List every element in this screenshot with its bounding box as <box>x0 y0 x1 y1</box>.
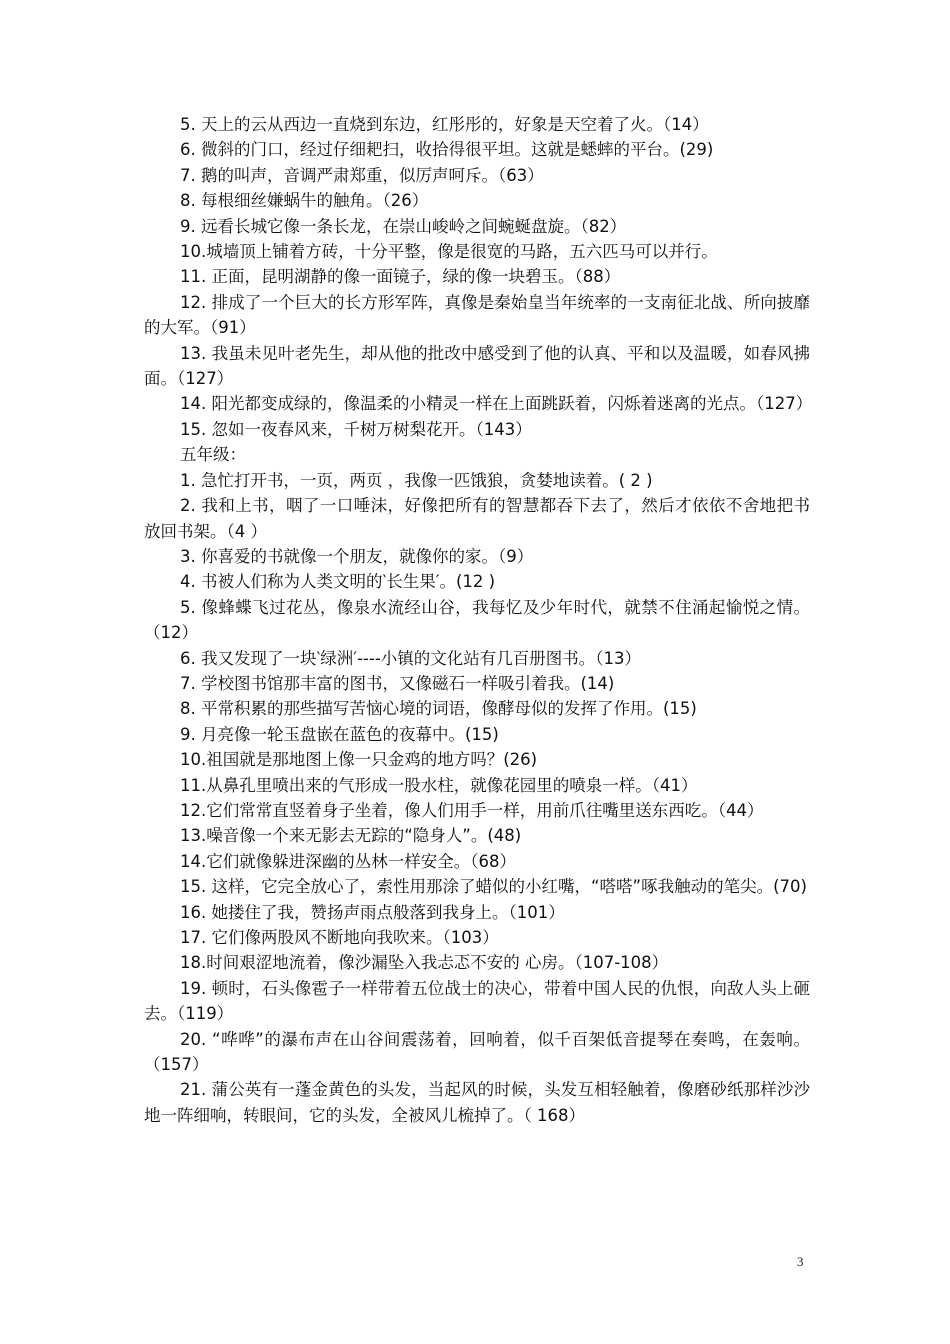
paragraph: 6. 我又发现了一块‵绿洲′----小镇的文化站有几百册图书。（13） <box>180 648 642 668</box>
paragraph: 10.城墙顶上铺着方砖，十分平整，像是很宽的马路，五六匹马可以并行。 <box>180 242 718 262</box>
paragraph: 15. 这样，它完全放心了，索性用那涂了蜡似的小红嘴，“嗒嗒”啄我触动的笔尖。(70) <box>180 877 807 897</box>
paragraph: 12.它们常常直竖着身子坐着，像人们用手一样，用前爪往嘴里送东西吃。（44） <box>180 800 764 820</box>
paragraph: 5. 像蜂蝶飞过花丛，像泉水流经山谷，我每忆及少年时代，就禁不住涌起愉悦之情。（12） <box>144 597 810 643</box>
paragraph: 11.从鼻孔里喷出来的气形成一股水柱，就像花园里的喷泉一样。（41） <box>180 775 698 795</box>
paragraph: 13. 我虽未见叶老先生，却从他的批改中感受到了他的认真、平和以及温暖，如春风拂面。（127） <box>144 343 810 389</box>
paragraph: 11. 正面，昆明湖静的像一面镜子，绿的像一块碧玉。（88） <box>180 267 621 287</box>
paragraph: 13.噪音像一个来无影去无踪的“隐身人”。(48) <box>180 826 522 846</box>
document-body <box>144 112 813 1128</box>
paragraph: 9. 远看长城它像一条长龙，在崇山峻岭之间蜿蜒盘旋。（82） <box>180 216 627 236</box>
paragraph: 五年级： <box>180 445 246 465</box>
page-number: 3 <box>797 1254 804 1269</box>
paragraph: 15. 忽如一夜春风来，千树万树梨花开。（143） <box>180 419 532 439</box>
paragraph: 12. 排成了一个巨大的长方形军阵，真像是秦始皇当年统率的一支南征北战、所向披靡的大军。（91） <box>144 292 810 338</box>
paragraph: 21. 蒲公英有一蓬金黄色的头发，当起风的时候，头发互相轻触着，像磨砂纸那样沙沙地一阵细响，转眼间，它的头发，全被风儿梳掉了。（ 168） <box>144 1080 810 1125</box>
paragraph: 3. 你喜爱的书就像一个朋友，就像你的家。（9） <box>180 546 534 566</box>
paragraph: 17. 它们像两股风不断地向我吹来。（103） <box>180 928 499 947</box>
paragraph: 8. 每根细丝嫌蜗牛的触角。（26） <box>180 191 429 211</box>
paragraph: 4. 书被人们称为人类文明的‵长生果′。(12 ) <box>180 572 496 592</box>
paragraph: 19. 顿时，石头像雹子一样带着五位战士的决心，带着中国人民的仇恨，向敌人头上砸去。（119） <box>144 978 810 1024</box>
paragraph: 10.祖国就是那地图上像一只金鸡的地方吗？(26) <box>180 750 538 770</box>
paragraph: 14.它们就像躲进深幽的丛林一样安全。（68） <box>180 851 516 871</box>
paragraph: 1. 急忙打开书，一页，两页 ，我像一匹饿狼，贪婪地读着。( 2 ) <box>180 470 653 490</box>
paragraph: 7. 学校图书馆那丰富的图书，又像磁石一样吸引着我。(14) <box>180 673 615 693</box>
paragraph: 6. 微斜的门口，经过仔细耙扫，收拾得很平坦。这就是蟋蟀的平台。(29) <box>180 140 714 160</box>
paragraph: 5. 天上的云从西边一直烧到东边，红彤彤的，好象是天空着了火。（14） <box>180 115 709 134</box>
paragraph: 2. 我和上书，咽了一口唾沫，好像把所有的智慧都吞下去了，然后才依依不舍地把书放回书架。（4 ） <box>144 496 810 541</box>
paragraph: 9. 月亮像一轮玉盘嵌在蓝色的夜幕中。(15) <box>180 724 499 744</box>
paragraph: 16. 她搂住了我，赞扬声雨点般落到我身上。（101） <box>180 902 565 922</box>
paragraph: 8. 平常积累的那些描写苦恼心境的词语，像酵母似的发挥了作用。(15) <box>180 699 697 719</box>
paragraph: 7. 鹅的叫声，音调严肃郑重，似厉声呵斥。（63） <box>180 165 544 185</box>
paragraph: 20. “哗哗”的瀑布声在山谷间震荡着，回响着，似千百架低音提琴在奏鸣，在轰响。（157） <box>144 1029 810 1075</box>
paragraph: 18.时间艰涩地流着，像沙漏坠入我忐忑不安的 心房。（107-108） <box>180 953 669 973</box>
paragraph: 14. 阳光都变成绿的，像温柔的小精灵一样在上面跳跃着，闪烁着迷离的光点。（127） <box>180 394 813 414</box>
